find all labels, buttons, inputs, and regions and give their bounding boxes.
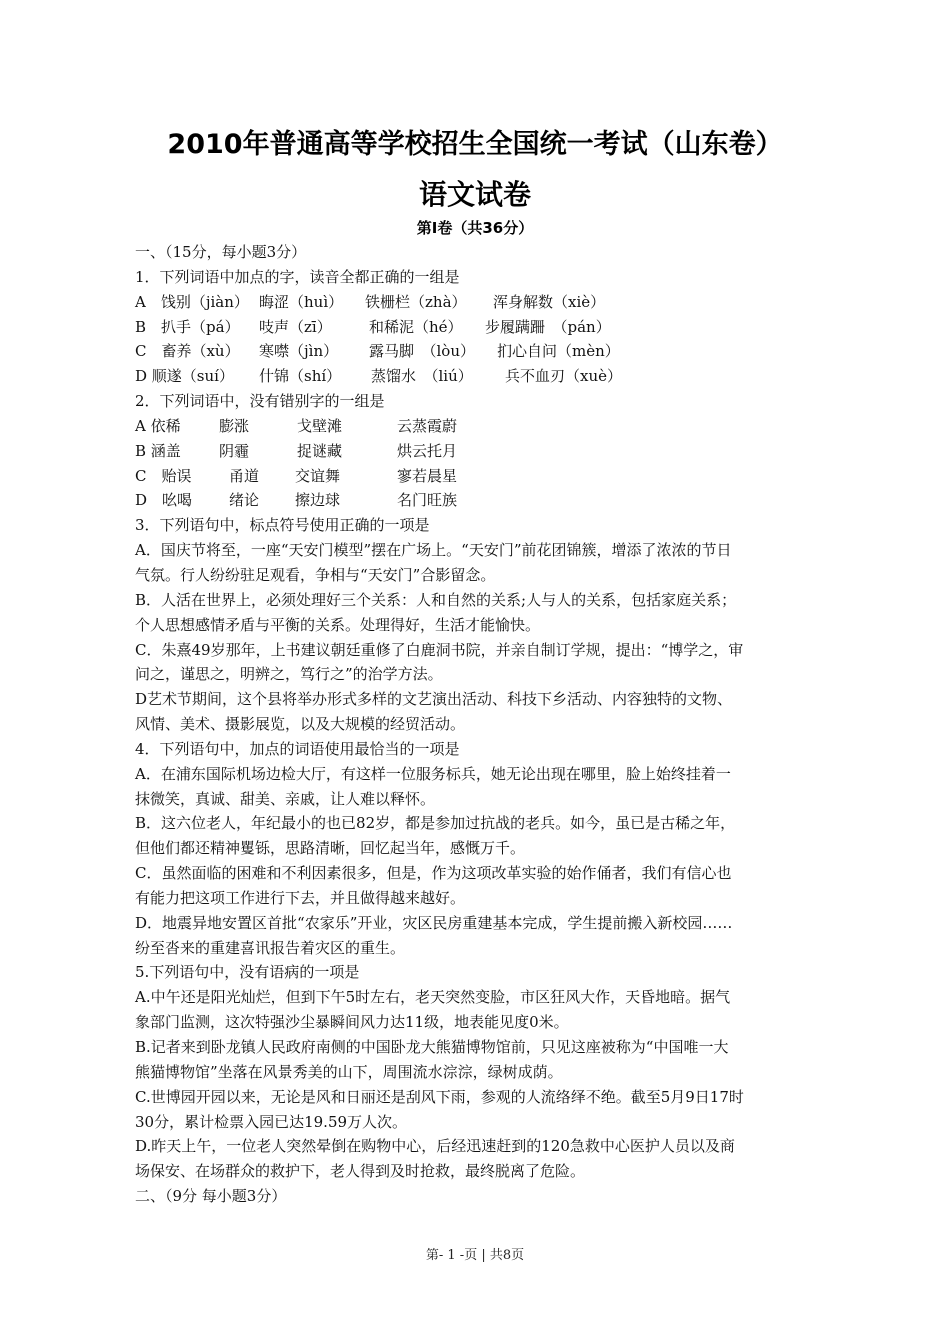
option-cell: 和稀泥（hé）	[369, 317, 463, 336]
option-cell: 擦边球	[295, 491, 341, 510]
option-cell: 寒噤（jìn）	[259, 342, 339, 361]
option-cell: 甬道	[229, 466, 260, 485]
section-heading-2: 二、（9分 每小题3分）	[135, 1187, 287, 1206]
question-1-option-a	[135, 290, 815, 315]
option-cell: D 吆喝	[135, 491, 193, 510]
page-footer: 第- 1 -页 | 共8页	[425, 1248, 525, 1263]
question-5-option-b: B.记者来到卧龙镇人民政府南侧的中国卧龙大熊猫博物馆前，只见这座被称为“中国唯一大	[135, 1038, 729, 1056]
option-cell: A 依稀	[135, 416, 181, 435]
option-cell: 名门旺族	[397, 491, 458, 510]
question-3-option-c: C．朱熹49岁那年，上书建议朝廷重修了白鹿洞书院，并亲自制订学规，提出：“博学之，审	[135, 640, 744, 659]
option-cell: 扪心自问（mèn）	[497, 342, 620, 361]
question-5-option-b-cont: 熊猫博物馆”坐落在风景秀美的山下，周围流水淙淙，绿树成荫。	[135, 1062, 563, 1081]
option-cell: 蒸馏水 （liú）	[371, 367, 473, 386]
option-cell: 浑身解数（xiè）	[493, 292, 606, 311]
question-2-option-d	[135, 488, 815, 513]
option-cell: C 贻误	[135, 466, 192, 485]
option-cell: 步履蹒跚 （pán）	[485, 317, 611, 336]
question-3-option-a-cont: 气氛。行人纷纷驻足观看，争相与“天安门”合影留念。	[135, 565, 496, 584]
option-cell: 交谊舞	[295, 466, 341, 485]
option-cell: 晦涩（huì）	[259, 292, 344, 311]
question-4-option-b: B．这六位老人，年纪最小的也已82岁，都是参加过抗战的老兵。如今，虽已是古稀之年，	[135, 814, 736, 833]
option-cell: C 畜养（xù）	[135, 342, 240, 361]
option-cell: 铁栅栏（zhà）	[365, 292, 467, 311]
question-5-option-a-cont: 象部门监测，这次特强沙尘暴瞬间风力达11级，地表能见度0米。	[135, 1013, 569, 1032]
question-2-option-a	[135, 414, 815, 439]
question-2-option-b	[135, 439, 815, 464]
option-cell: 兵不血刃（xuè）	[505, 367, 622, 386]
question-5-option-d-cont: 场保安、在场群众的救护下，老人得到及时抢救，最终脱离了危险。	[135, 1162, 586, 1181]
option-cell: A 饯别（jiàn）	[135, 292, 249, 311]
exam-body	[135, 240, 815, 1209]
question-5: 5.下列语句中，没有语病的一项是	[135, 963, 360, 982]
question-2: 2．下列词语中，没有错别字的一组是	[135, 392, 385, 411]
question-3-option-b-cont: 个人思想感情矛盾与平衡的关系。处理得好，生活才能愉快。	[135, 615, 541, 634]
question-1-option-c	[135, 339, 815, 364]
exam-title: 2010年普通高等学校招生全国统一考试（山东卷）	[167, 129, 783, 160]
option-cell: 露马脚 （lòu）	[369, 342, 475, 361]
option-cell: 烘云托月	[397, 441, 458, 460]
question-3-option-c-cont: 问之，谨思之，明辨之，笃行之”的治学方法。	[135, 665, 443, 684]
option-cell: 吱声（zī）	[259, 317, 332, 336]
question-4-option-d-cont: 纷至沓来的重建喜讯报告着灾区的重生。	[135, 938, 406, 957]
question-4-option-a: A．在浦东国际机场边检大厅，有这样一位服务标兵，她无论出现在哪里，脸上始终挂着一	[135, 764, 731, 783]
question-4-option-a-cont: 抹微笑，真诚、甜美、亲戚，让人难以释怀。	[135, 789, 436, 808]
option-cell: 云蒸霞蔚	[397, 416, 458, 435]
option-cell: D 顺遂（suí）	[135, 367, 234, 386]
question-5-option-a: A.中午还是阳光灿烂，但到下午5时左右，老天突然变脸，市区狂风大作，天昏地暗。据气	[135, 988, 731, 1007]
option-cell: 绪论	[229, 491, 260, 510]
question-4-option-b-cont: 但他们都还精神矍铄，思路清晰，回忆起当年，感慨万千。	[135, 839, 526, 858]
question-5-option-c: C.世博园开园以来，无论是风和日丽还是刮风下雨，参观的人流络绎不绝。截至5月9日17时	[135, 1087, 744, 1106]
part-heading: 第Ⅰ卷（共36分）	[416, 219, 534, 237]
option-cell: B 扒手（pá）	[135, 317, 240, 336]
option-cell: 什锦（shí）	[259, 367, 342, 386]
question-5-option-c-cont: 30分，累计检票入园已达19.59万人次。	[135, 1112, 408, 1131]
question-4-option-c: C．虽然面临的困难和不利因素很多，但是，作为这项改革实验的始作俑者，我们有信心也	[135, 864, 732, 883]
question-1-option-b	[135, 315, 815, 340]
option-cell: 阴霾	[219, 441, 250, 460]
option-cell: 捉谜藏	[297, 441, 343, 460]
question-2-option-c	[135, 464, 815, 489]
question-3-option-d: D艺术节期间，这个县将举办形式多样的文艺演出活动、科技下乡活动、内容独特的文物、	[135, 690, 733, 709]
question-3: 3．下列语句中，标点符号使用正确的一项是	[135, 516, 430, 535]
option-cell: 膨涨	[219, 416, 250, 435]
exam-subtitle: 语文试卷	[418, 178, 531, 211]
option-cell: B 涵盖	[135, 441, 181, 460]
question-1: 1．下列词语中加点的字，读音全都正确的一组是	[135, 267, 460, 286]
question-5-option-d: D.昨天上午，一位老人突然晕倒在购物中心，后经迅速赶到的120急救中心医护人员以及商	[135, 1137, 735, 1156]
question-4-option-c-cont: 有能力把这项工作进行下去，并且做得越来越好。	[135, 888, 466, 907]
question-1-option-d	[135, 364, 815, 389]
option-cell: 戈壁滩	[297, 416, 343, 435]
option-cell: 寥若晨星	[397, 466, 458, 485]
question-4: 4．下列语句中，加点的词语使用最恰当的一项是	[135, 739, 460, 758]
section-heading: 一、（15分，每小题3分）	[135, 243, 307, 261]
question-3-option-a: A．国庆节将至，一座“天安门模型”摆在广场上。“天安门”前花团锦簇，增添了浓浓的节日	[135, 541, 732, 560]
question-4-option-d: D．地震异地安置区首批“农家乐”开业，灾区民房重建基本完成，学生提前搬入新校园……	[135, 913, 733, 932]
question-3-option-d-cont: 风情、美术、摄影展览，以及大规模的经贸活动。	[135, 715, 466, 734]
question-3-option-b: B．人活在世界上，必须处理好三个关系：人和自然的关系;人与人的关系，包括家庭关系；	[135, 590, 737, 609]
